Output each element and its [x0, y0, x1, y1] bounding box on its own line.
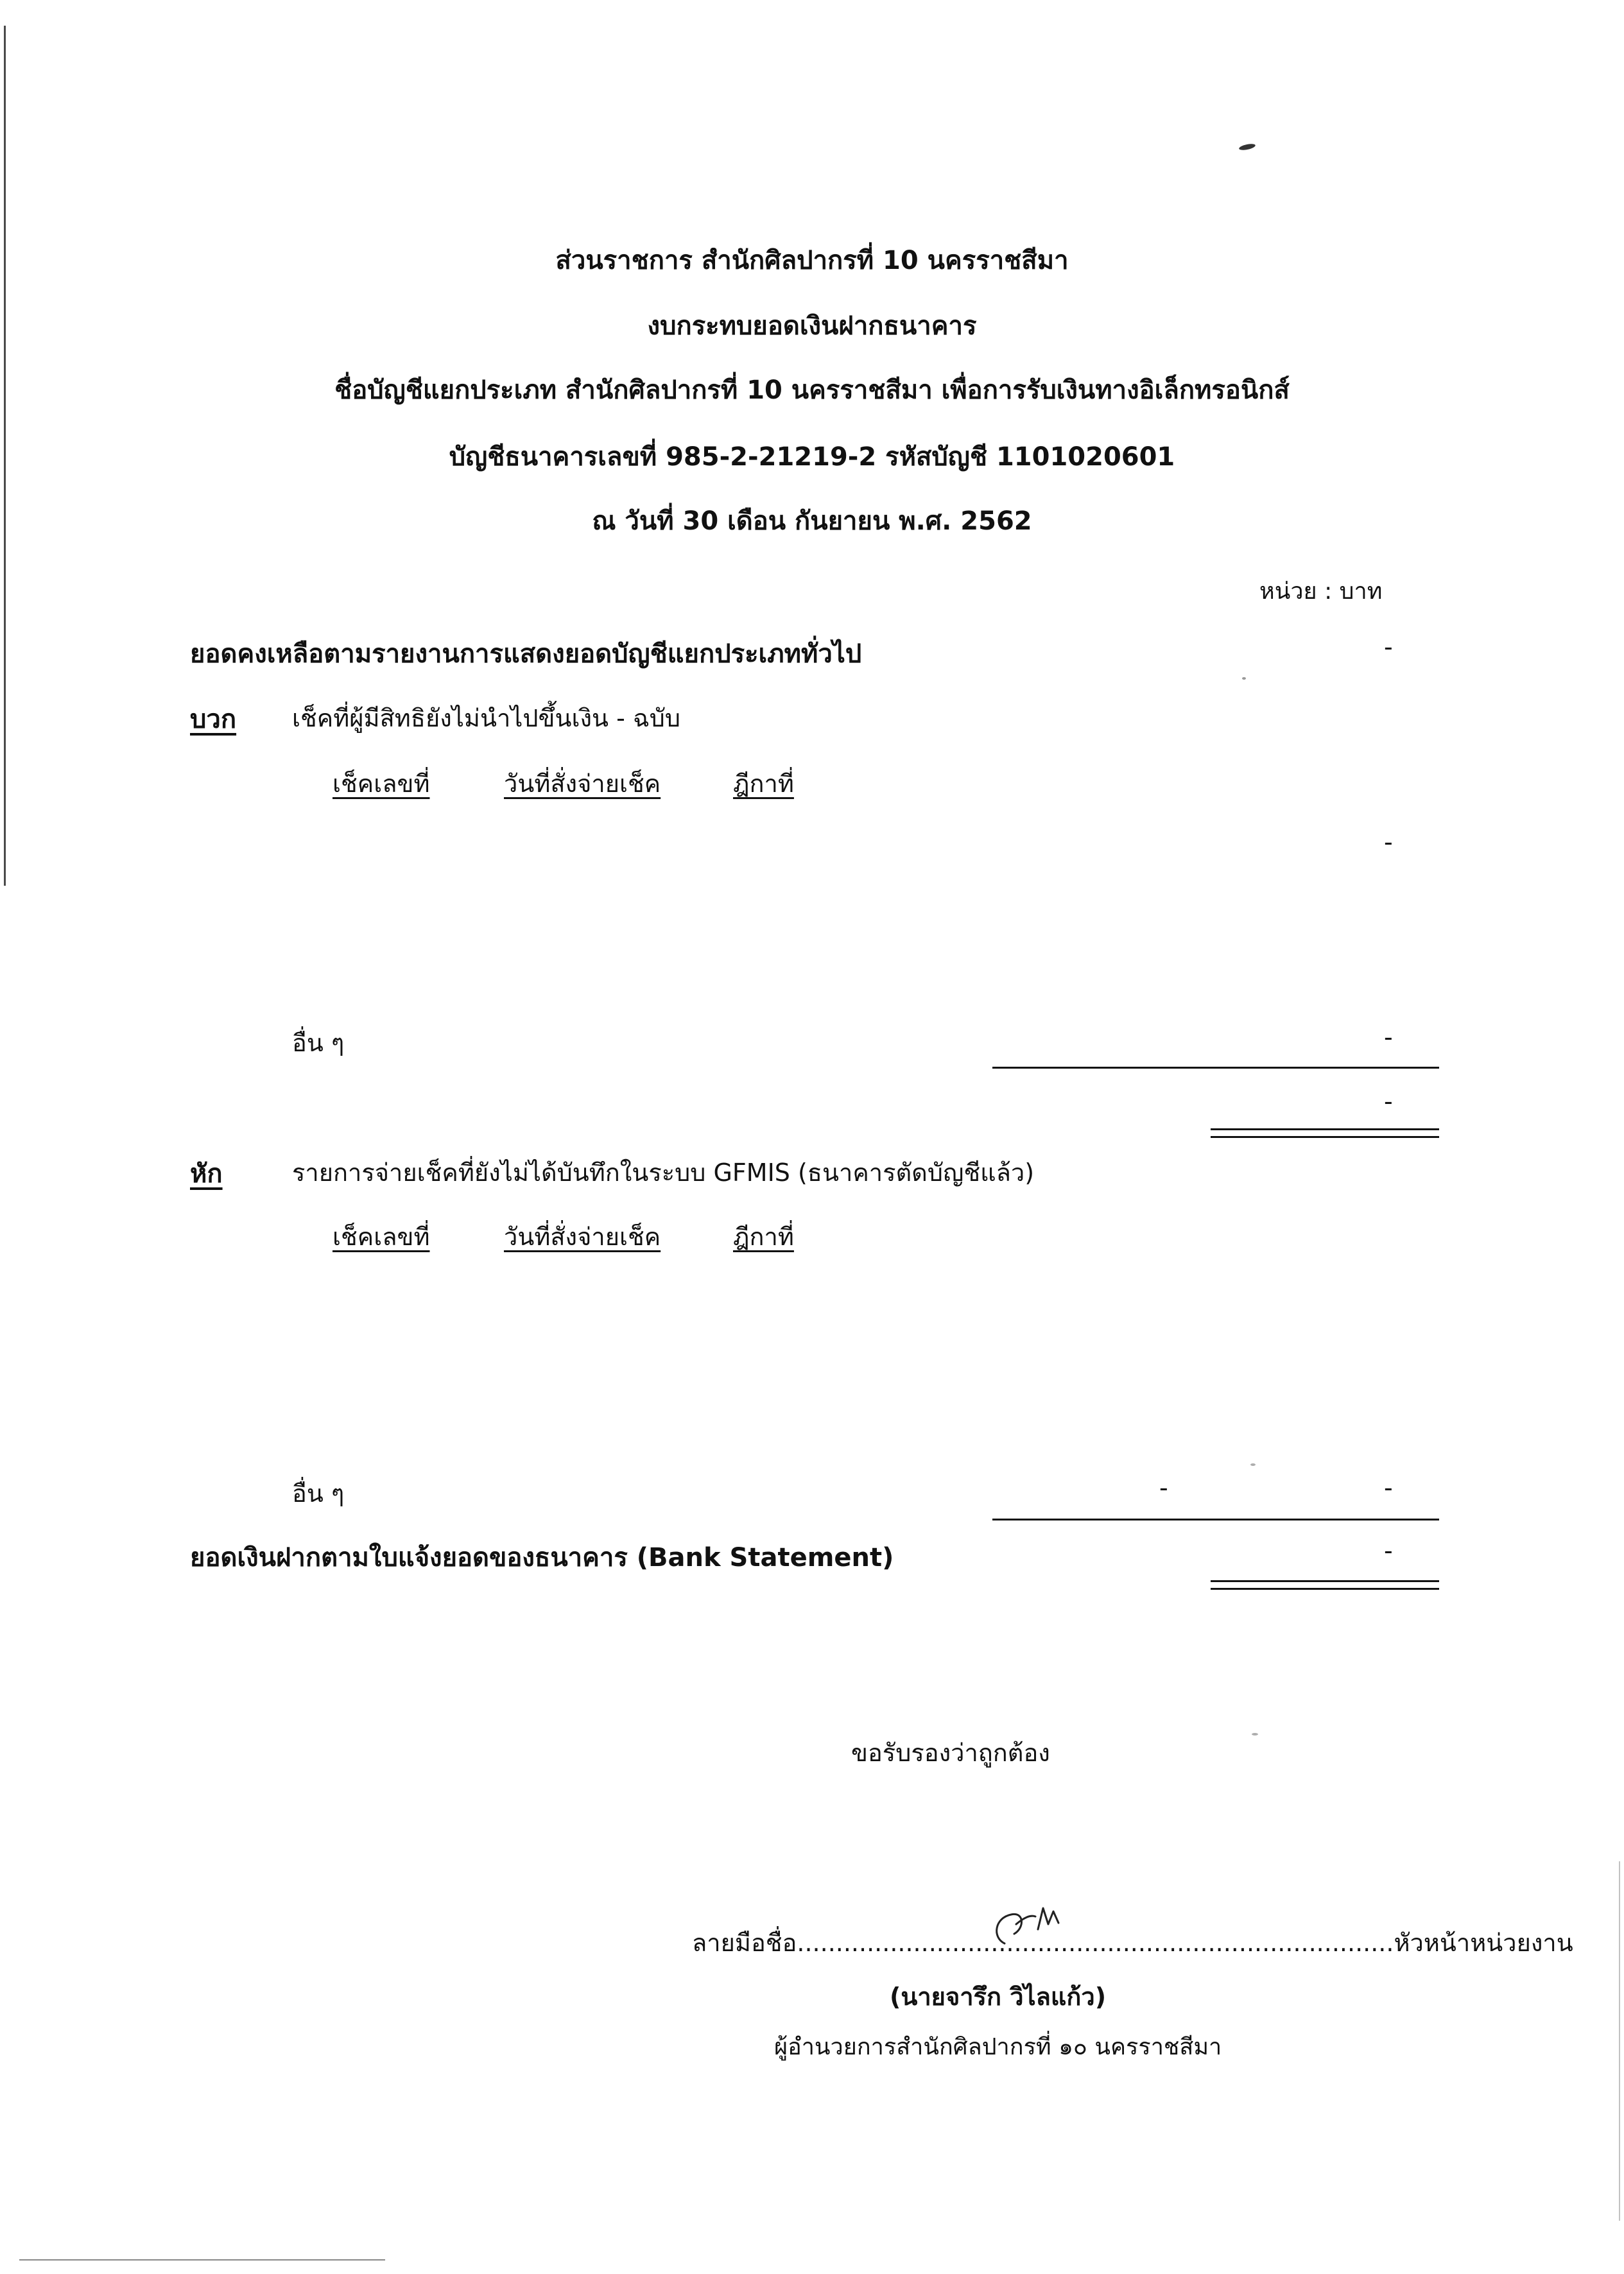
- scan-speck: [1238, 142, 1256, 151]
- scan-edge-bottom: [19, 2259, 385, 2261]
- bank-statement-label: ยอดเงินฝากตามใบแจ้งยอดของธนาคาร (Bank Statement): [190, 1543, 894, 1572]
- signature-line: [692, 1923, 1573, 1962]
- deduct-other-rule: [992, 1519, 1439, 1520]
- add-col-cheque-number: เช็คเลขที่: [333, 770, 430, 798]
- header-report-title: งบกระทบยอดเงินฝากธนาคาร: [647, 311, 977, 341]
- add-description: เช็คที่ผู้มีสิทธิยังไม่นำไปขึ้นเงิน - ฉบับ: [292, 704, 680, 732]
- signer-name: (นายจารึก วิไลแก้ว): [890, 1983, 1107, 2011]
- add-col-voucher-number: ฎีกาที่: [733, 770, 794, 798]
- add-subtotal-rule-2: [1211, 1136, 1439, 1138]
- scan-speck: [1242, 677, 1246, 680]
- bank-statement-value: -: [1384, 1537, 1393, 1565]
- header-account-number: บัญชีธนาคารเลขที่ 985-2-21219-2 รหัสบัญชี 1101020601: [449, 442, 1175, 472]
- add-cheque-total: -: [1384, 828, 1393, 856]
- add-other-value: -: [1384, 1023, 1393, 1051]
- deduct-col-cheque-number: เช็คเลขที่: [333, 1223, 430, 1251]
- deduct-col-voucher-number: ฎีกาที่: [733, 1223, 794, 1251]
- deduct-col-cheque-date: วันที่สั่งจ่ายเช็ค: [504, 1223, 661, 1251]
- header-date: ณ วันที่ 30 เดือน กันยายน พ.ศ. 2562: [592, 506, 1032, 536]
- scan-speck: [1250, 1463, 1256, 1466]
- ledger-balance-label: ยอดคงเหลือตามรายงานการแสดงยอดบัญชีแยกประเภททั่วไป: [190, 639, 862, 669]
- bank-statement-rule-2: [1211, 1588, 1439, 1590]
- add-subtotal: -: [1384, 1087, 1393, 1115]
- deduct-other-value-left: -: [1159, 1474, 1168, 1502]
- deduct-description: รายการจ่ายเช็คที่ยังไม่ได้บันทึกในระบบ GFMIS (ธนาคารตัดบัญชีแล้ว): [292, 1159, 1035, 1187]
- add-other-rule: [992, 1067, 1439, 1069]
- ledger-balance-value: -: [1384, 633, 1393, 661]
- signature-dots: .............................................................................: [797, 1929, 1394, 1957]
- bank-statement-rule-1: [1211, 1580, 1439, 1582]
- deduct-other-label: อื่น ๆ: [292, 1479, 345, 1508]
- deduct-other-value-right: -: [1384, 1474, 1393, 1502]
- signer-position: ผู้อำนวยการสำนักศิลปากรที่ ๑๐ นครราชสีมา: [774, 2034, 1222, 2060]
- unit-label: หน่วย : บาท: [1259, 578, 1383, 605]
- scan-speck: [1252, 1733, 1258, 1736]
- certification-text: ขอรับรองว่าถูกต้อง: [851, 1739, 1050, 1767]
- deduct-label: หัก: [190, 1159, 223, 1189]
- signature-prefix: ลายมือชื่อ: [692, 1929, 797, 1957]
- add-subtotal-rule-1: [1211, 1128, 1439, 1130]
- header-agency: ส่วนราชการ สำนักศิลปากรที่ 10 นครราชสีมา: [555, 246, 1069, 275]
- handwritten-signature: [979, 1899, 1075, 1956]
- signature-suffix: หัวหน้าหน่วยงาน: [1394, 1929, 1573, 1957]
- scan-edge-right: [1619, 1861, 1620, 2221]
- add-label: บวก: [190, 705, 237, 734]
- add-other-label: อื่น ๆ: [292, 1029, 345, 1057]
- add-col-cheque-date: วันที่สั่งจ่ายเช็ค: [504, 770, 661, 798]
- header-ledger-name: ชื่อบัญชีแยกประเภท สำนักศิลปากรที่ 10 นครราชสีมา เพื่อการรับเงินทางอิเล็กทรอนิกส์: [334, 375, 1290, 405]
